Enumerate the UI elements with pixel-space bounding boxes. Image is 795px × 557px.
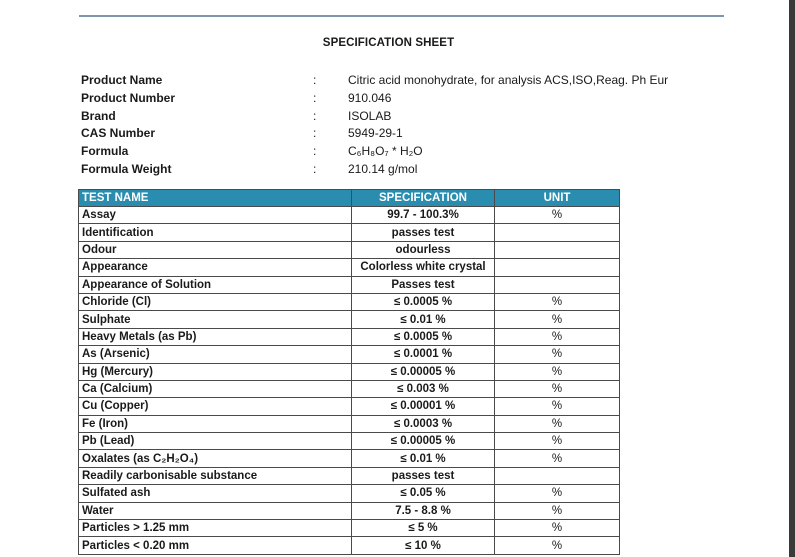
info-separator: : [313,144,317,159]
specification-cell: ≤ 0.01 % [352,450,495,467]
test-name-cell: Appearance [79,259,352,276]
test-name-cell: Hg (Mercury) [79,363,352,380]
table-row [79,224,620,241]
unit-cell: % [495,346,620,363]
info-value: Citric acid monohydrate, for analysis ACS,ISO,Reag. Ph Eur [348,73,669,87]
table-row [79,467,620,484]
specification-cell: ≤ 10 % [352,537,495,554]
table-header-row [79,190,620,207]
table-row [79,293,620,310]
test-name-cell: Sulphate [79,311,352,328]
info-separator: : [313,126,317,141]
table-row [79,311,620,328]
test-name-cell: Oxalates (as C₂H₂O₄) [79,450,352,467]
unit-cell: % [495,450,620,467]
info-label: Formula Weight [81,161,172,176]
table-row [79,398,620,415]
specification-cell: ≤ 0.0003 % [352,415,495,432]
specification-cell: Colorless white crystal [352,259,495,276]
test-name-cell: As (Arsenic) [79,346,352,363]
test-name-cell: Water [79,502,352,519]
test-name-cell: Ca (Calcium) [79,380,352,397]
unit-cell [495,224,620,241]
table-row [79,276,620,293]
specification-cell: odourless [352,241,495,258]
unit-cell: % [495,537,620,554]
unit-cell: % [495,293,620,310]
test-name-cell: Cu (Copper) [79,398,352,415]
specification-cell: ≤ 0.05 % [352,485,495,502]
table-row [79,520,620,537]
info-label: CAS Number [81,126,156,141]
specification-cell: ≤ 0.0005 % [352,293,495,310]
test-name-cell: Particles > 1.25 mm [79,520,352,537]
specification-cell: 99.7 - 100.3% [352,207,495,224]
unit-cell [495,241,620,258]
test-name-cell: Pb (Lead) [79,433,352,450]
header-unit: UNIT [495,190,620,207]
test-name-cell: Appearance of Solution [79,276,352,293]
unit-cell: % [495,485,620,502]
unit-cell: % [495,520,620,537]
specification-cell: ≤ 0.00005 % [352,433,495,450]
table-row [79,363,620,380]
unit-cell: % [495,502,620,519]
table-row [79,485,620,502]
table-row [79,433,620,450]
test-name-cell: Readily carbonisable substance [79,467,352,484]
header-test-name: TEST NAME [79,190,352,207]
info-separator: : [313,73,317,87]
specification-cell: ≤ 0.003 % [352,380,495,397]
specification-cell: ≤ 0.0005 % [352,328,495,345]
info-value: 910.046 [348,90,392,105]
info-separator: : [313,90,317,105]
info-label: Brand [81,108,116,123]
info-value: 5949-29-1 [348,126,403,141]
specification-cell: ≤ 0.00001 % [352,398,495,415]
viewer-edge [789,0,795,557]
test-name-cell: Chloride (Cl) [79,293,352,310]
info-label: Product Name [81,73,163,87]
table-row [79,346,620,363]
test-name-cell: Identification [79,224,352,241]
specification-cell: Passes test [352,276,495,293]
info-value: 210.14 g/mol [348,161,418,176]
info-label: Product Number [81,90,176,105]
unit-cell [495,259,620,276]
specification-table [78,189,620,555]
unit-cell: % [495,207,620,224]
unit-cell: % [495,433,620,450]
test-name-cell: Fe (Iron) [79,415,352,432]
info-separator: : [313,108,317,123]
unit-cell: % [495,363,620,380]
specification-cell: 7.5 - 8.8 % [352,502,495,519]
specification-cell: ≤ 0.00005 % [352,363,495,380]
specification-cell: ≤ 5 % [352,520,495,537]
unit-cell: % [495,311,620,328]
document-title [0,37,795,49]
table-row [79,241,620,258]
table-row [79,415,620,432]
document-title-text: SPECIFICATION SHEET [322,37,455,49]
table-row [79,259,620,276]
info-value: ISOLAB [348,108,392,123]
table-row [79,502,620,519]
table-row [79,328,620,345]
header-specification: SPECIFICATION [352,190,495,207]
unit-cell: % [495,398,620,415]
specification-cell: passes test [352,224,495,241]
header-rule [79,15,724,17]
unit-cell [495,467,620,484]
test-name-cell: Odour [79,241,352,258]
table-row [79,450,620,467]
specification-cell: passes test [352,467,495,484]
test-name-cell: Sulfated ash [79,485,352,502]
table-row [79,380,620,397]
test-name-cell: Heavy Metals (as Pb) [79,328,352,345]
info-separator: : [313,161,317,176]
unit-cell [495,276,620,293]
specification-cell: ≤ 0.0001 % [352,346,495,363]
specification-cell: ≤ 0.01 % [352,311,495,328]
test-name-cell: Particles < 0.20 mm [79,537,352,554]
unit-cell: % [495,380,620,397]
info-label: Formula [81,144,129,159]
table-row [79,537,620,554]
table-row [79,207,620,224]
info-value: C₆H₈O₇ * H₂O [348,144,423,159]
test-name-cell: Assay [79,207,352,224]
unit-cell: % [495,415,620,432]
unit-cell: % [495,328,620,345]
